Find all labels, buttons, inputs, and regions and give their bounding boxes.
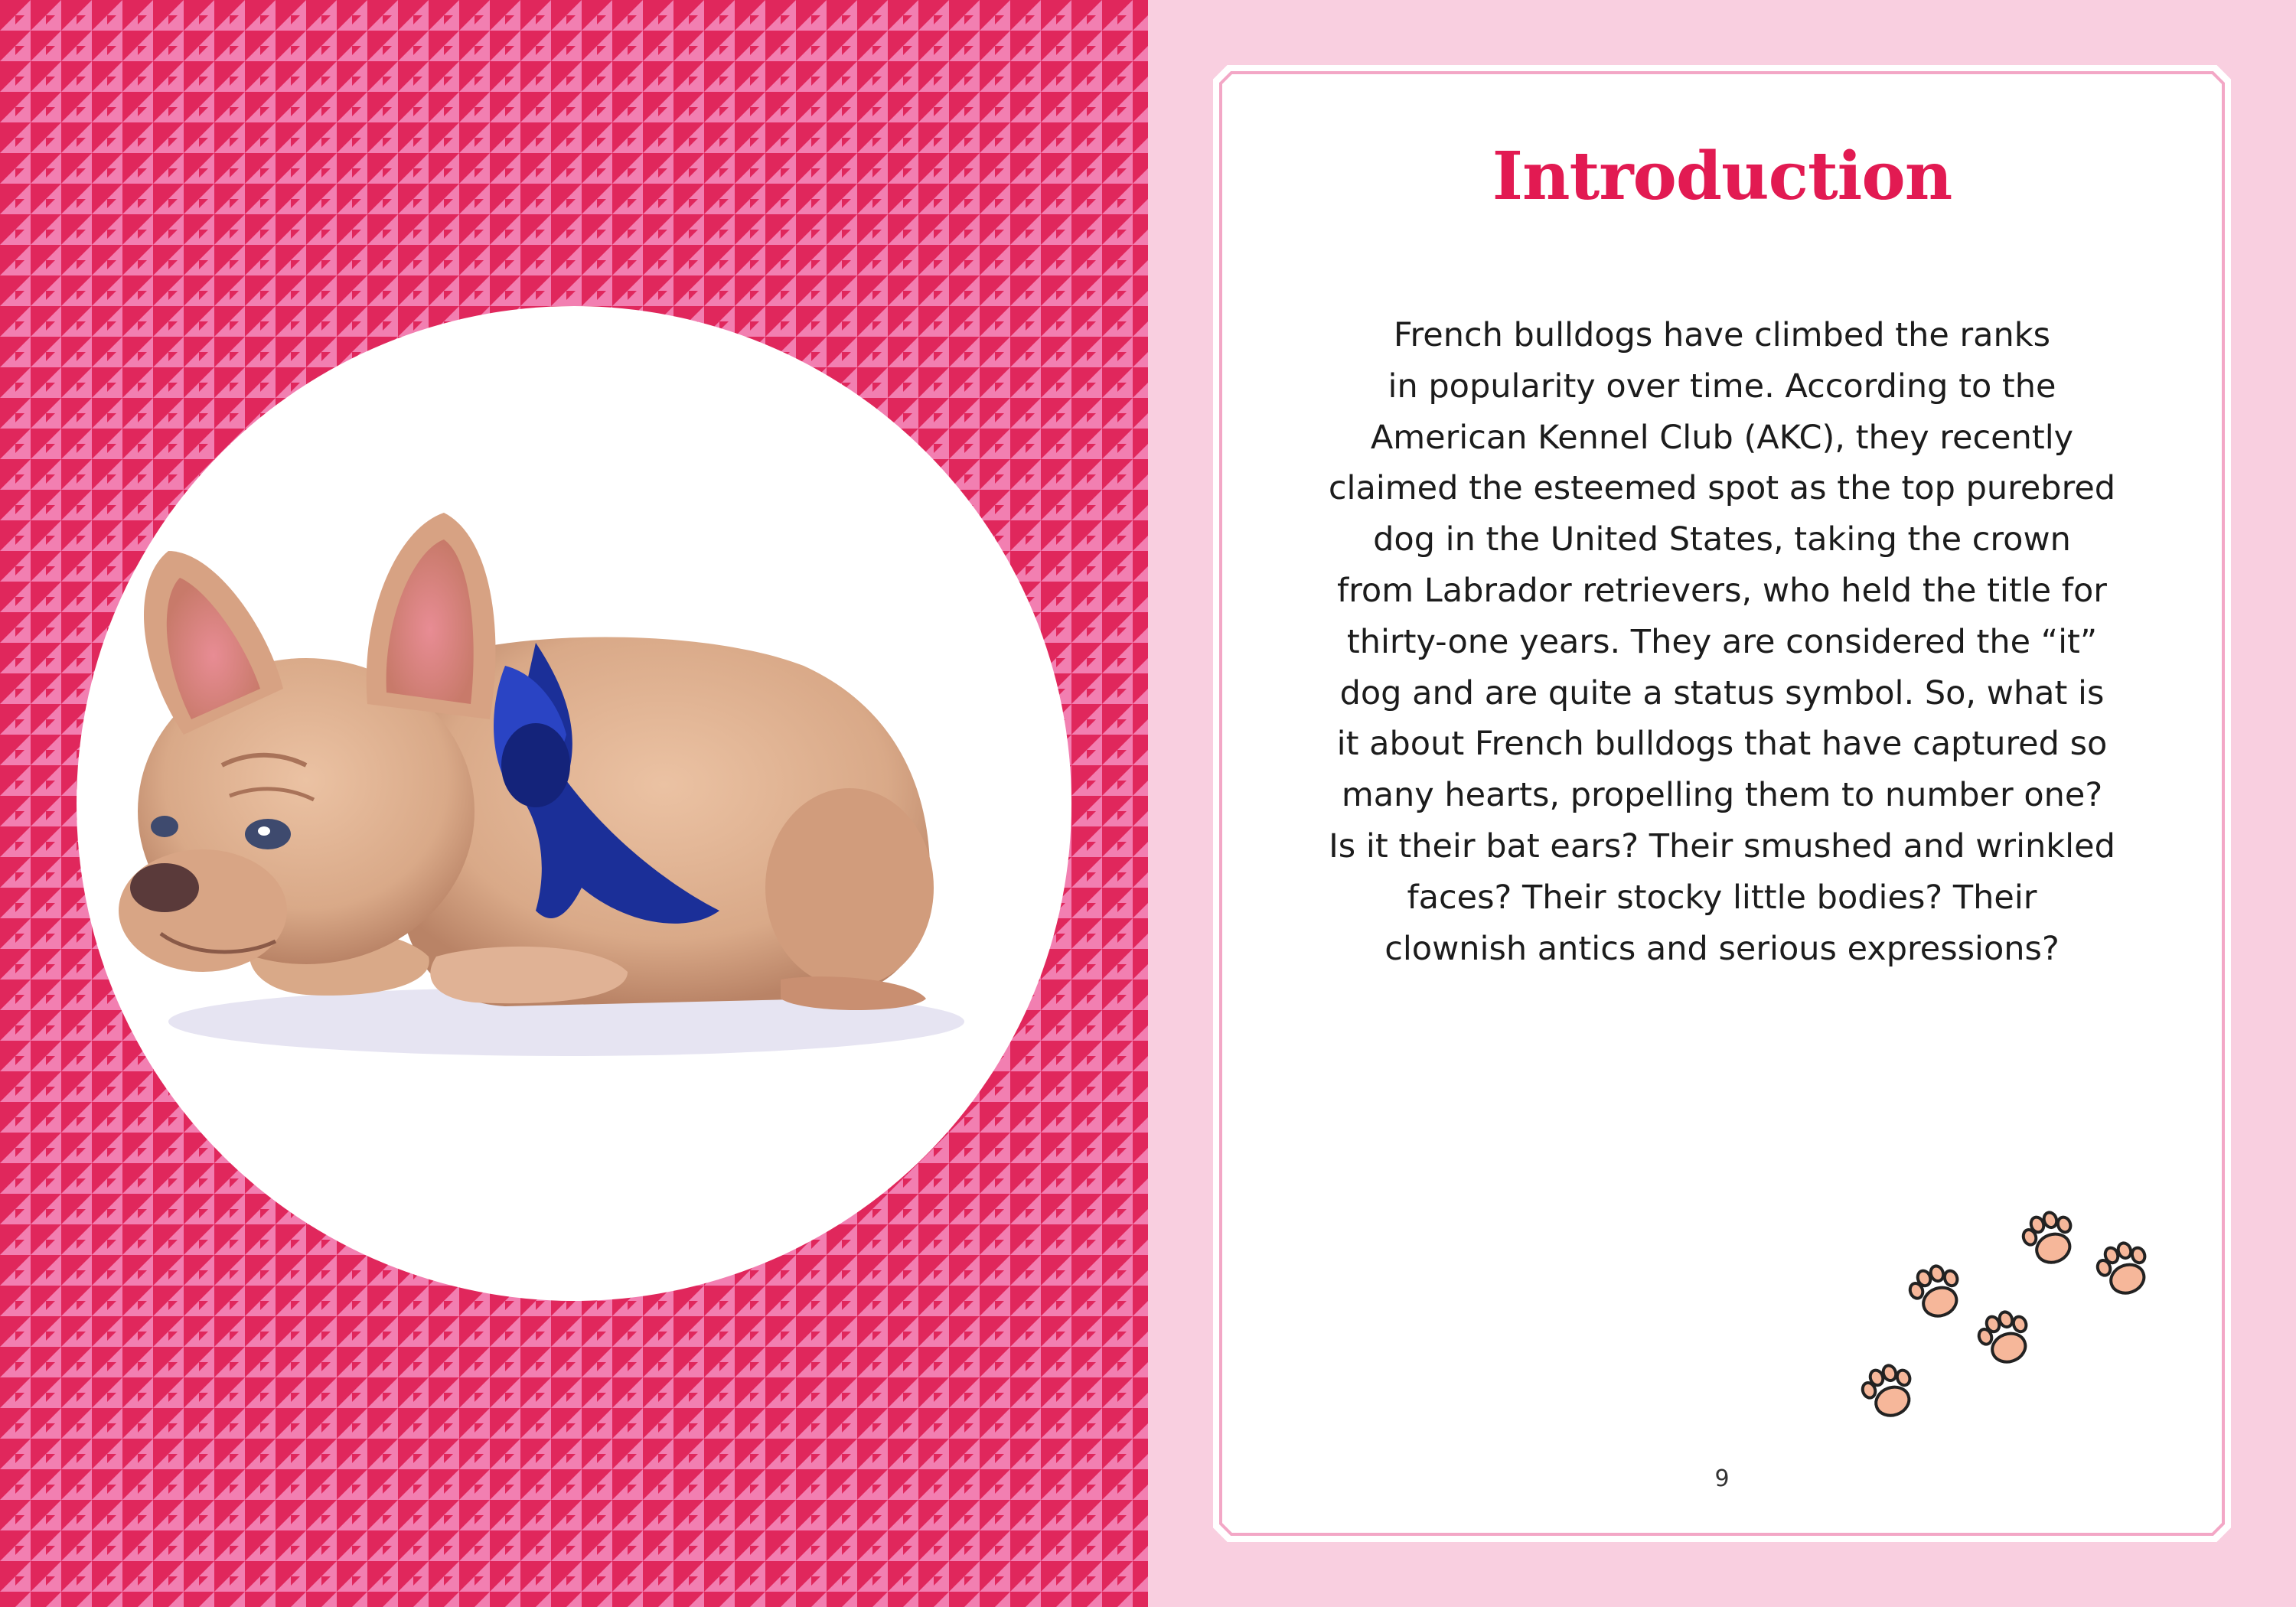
paragraph-line: dog in the United States, taking the crown (1373, 520, 2071, 559)
paragraph-line: faces? Their stocky little bodies? Their (1407, 878, 2037, 917)
paragraph-line: it about French bulldogs that have captured so (1336, 725, 2108, 764)
paragraph-line: clownish antics and serious expressions? (1384, 929, 2060, 968)
paragraph-line: French bulldogs have climbed the ranks (1393, 316, 2051, 354)
page-title: Introduction (1492, 138, 1952, 215)
paragraph-line: thirty-one years. They are considered the “it” (1346, 622, 2098, 661)
paw-prints-icon (1852, 1201, 2174, 1431)
french-bulldog-illustration (77, 306, 1071, 1301)
page-number: 9 (1714, 1465, 1730, 1492)
paragraph-line: dog and are quite a status symbol. So, what is (1339, 673, 2105, 712)
photo-circle (77, 306, 1071, 1301)
right-page (1148, 0, 2296, 1607)
paragraph-line: claimed the esteemed spot as the top purebred (1328, 469, 2116, 508)
paragraph-line: from Labrador retrievers, who held the title for (1337, 571, 2107, 610)
paragraph-line: many hearts, propelling them to number one? (1341, 776, 2103, 815)
paragraph-line: American Kennel Club (AKC), they recently (1370, 418, 2074, 457)
paragraph-line: in popularity over time. According to the (1388, 367, 2056, 406)
intro-paragraph (1313, 310, 2131, 974)
paragraph-line: Is it their bat ears? Their smushed and wrinkled (1329, 826, 2115, 865)
